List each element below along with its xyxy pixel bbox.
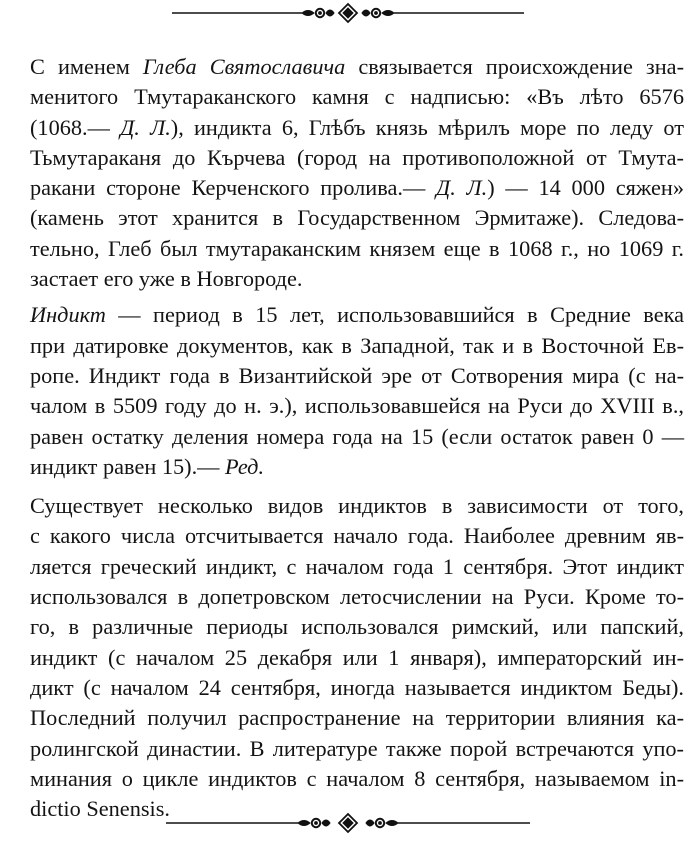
text-line (30, 643, 684, 673)
ornament-graphic (166, 814, 530, 832)
text-line (30, 143, 684, 173)
text-run: ) — 14 000 сяжен» (487, 175, 684, 201)
text-line (30, 52, 684, 82)
text-line (30, 673, 684, 703)
text-run: ропе. Индикт года в Византийской эре от Сотворения мира (с на- (30, 362, 684, 388)
italic-text: Ред. (225, 453, 265, 479)
text-run: индикт (с началом 25 декабря или 1 января), императорский ин- (30, 644, 684, 670)
text-line (30, 491, 684, 521)
ornament-graphic (172, 4, 524, 22)
text-line (30, 113, 684, 143)
italic-text: Д. Л. (120, 114, 171, 140)
text-run: ролингской династии. В литературе также порой встречаются упо- (30, 735, 684, 761)
text-run: чалом в 5509 году до н. э.), использовавшейся на Руси до XVIII в., (30, 393, 684, 419)
text-line (30, 764, 684, 794)
text-line (30, 300, 684, 330)
document-body (30, 52, 684, 833)
text-run: ракани стороне Керченского пролива.— (30, 175, 437, 201)
text-line (30, 552, 684, 582)
text-line (30, 391, 684, 421)
text-run: менитого Тмутараканского камня с надписью: «Въ лѣто 6576 (30, 84, 684, 110)
text-line (30, 582, 684, 612)
text-run: ), индикта 6, Глѣбъ князь мѣрилъ море по леду от (170, 114, 685, 140)
text-run: тельно, Глеб был тмутараканским князем еще в 1068 г., но 1069 г. (30, 235, 684, 261)
text-line (30, 173, 684, 203)
text-run: дикт (с началом 24 сентября, иногда называется индиктом Беды). (30, 674, 684, 700)
text-line (30, 521, 684, 551)
text-line (30, 422, 684, 452)
text-run: застает его уже в Новгороде. (30, 266, 303, 292)
text-run: Последний получил распространение на территории влияния ка- (30, 705, 684, 731)
text-run: Существует несколько видов индиктов в зависимости от того, (30, 493, 684, 519)
text-line (30, 703, 684, 733)
text-run: — период в 15 лет, использовавшийся в Средние века (105, 302, 684, 328)
italic-text: Глеба Святославича (142, 54, 346, 79)
paragraph (30, 300, 684, 482)
text-run: С именем (30, 54, 143, 79)
paragraph (30, 52, 684, 294)
text-run: ляется греческий индикт, с началом года 1 сентября. Этот индикт (30, 553, 684, 579)
text-line (30, 82, 684, 112)
text-run: использовался в допетровском летосчислении на Руси. Кроме то- (30, 584, 684, 610)
italic-text: Индикт (30, 302, 106, 328)
text-line (30, 234, 684, 264)
italic-text: Д. Л. (436, 175, 488, 201)
text-run: связывается происхождение зна- (345, 54, 684, 79)
paragraph (30, 491, 684, 824)
text-line (30, 264, 684, 294)
text-line (30, 734, 684, 764)
text-line (30, 612, 684, 642)
text-run: равен остатку деления номера года на 15 (если остаток равен 0 — (30, 423, 684, 449)
text-run: (камень этот хранится в Государственном Эрмитаже). Следова- (30, 205, 684, 231)
bottom-ornament-divider (0, 812, 696, 834)
text-line (30, 331, 684, 361)
text-line (30, 361, 684, 391)
text-run: (1068.— (30, 114, 121, 140)
text-run: при датировке документов, как в Западной, так и в Восточной Ев- (30, 332, 684, 358)
text-run: Тьмутараканя до Кърчева (город на противоположной от Тмута- (30, 144, 684, 170)
text-run: минания о цикле индиктов с началом 8 сентября, называемом in- (30, 765, 684, 791)
text-line (30, 203, 684, 233)
top-ornament-divider (0, 2, 696, 24)
text-run: dictio Senensis. (30, 796, 170, 822)
text-run: с какого числа отсчитывается начало года. Наиболее древним яв- (30, 523, 684, 549)
text-run: индикт равен 15).— (30, 453, 226, 479)
text-run: го, в различные периоды использовался римский, или папский, (30, 614, 684, 640)
text-line (30, 452, 684, 482)
